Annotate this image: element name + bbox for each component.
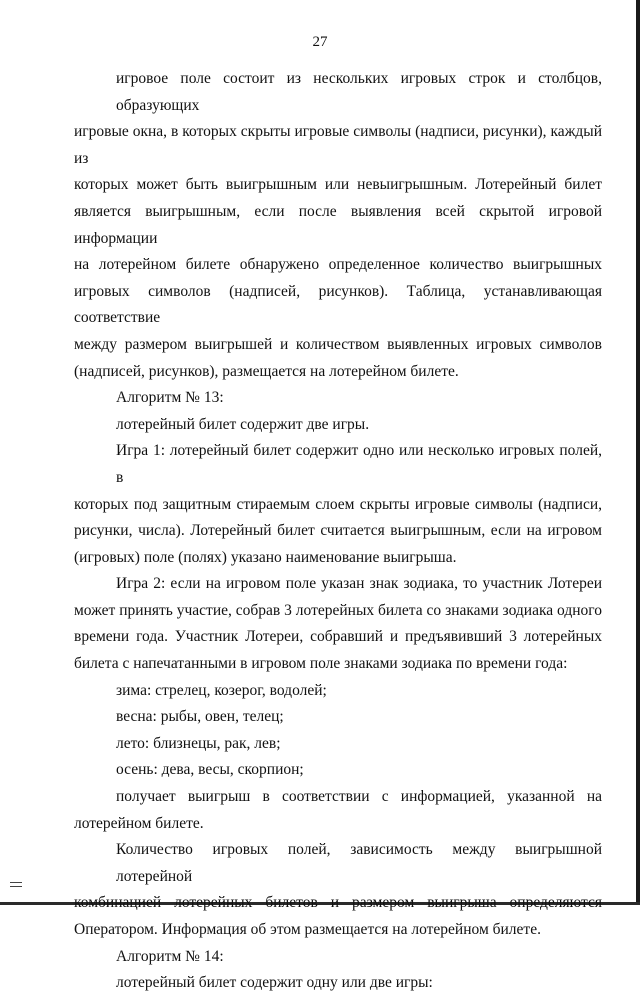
document-body [74,66,602,997]
text-line: между размером выигрышей и количеством выявленных игровых символов [74,335,602,353]
text-line: (игровых) поле (полях) указано наименование выигрыша. [74,548,457,566]
text-line: рисунки, числа). Лотерейный билет считается выигрышным, если на игровом [74,522,602,540]
text-line: комбинацией лотерейных билетов и размером выигрыша определяются [74,894,602,912]
text-line: билета с напечатанными в игровом поле знаками зодиака по времени года: [74,655,568,673]
text-line: лотерейный билет содержит одну или две игры: [116,974,433,992]
algorithm-heading: Алгоритм № 13: [116,389,224,407]
text-line: Оператором. Информация об этом размещается на лотерейном билете. [74,921,541,938]
season-item: лето: близнецы, рак, лев; [116,734,281,752]
text-line: на лотерейном билете обнаружено определенное количество выигрышных [74,256,602,274]
text-line: является выигрышным, если после выявления всей скрытой игровой информации [74,202,602,247]
season-item: зима: стрелец, козерог, водолей; [116,681,327,699]
scan-edge-right [636,0,640,905]
text-line: лотерейном билете. [74,814,204,832]
text-line: получает выигрыш в соответствии с информацией, указанной на [116,788,602,806]
text-line: (надписей, рисунков), размещается на лотерейном билете. [74,362,459,380]
text-line: лотерейный билет содержит две игры. [116,415,370,433]
page-number: 27 [312,34,328,50]
text-line: которых может быть выигрышным или невыигрышным. Лотерейный билет [74,176,602,194]
text-line: времени года. Участник Лотереи, собравший и предъявивший 3 лотерейных [74,628,602,646]
text-line: которых под защитным стираемым слоем скрыты игровые символы (надписи, [74,495,602,513]
text-line: Количество игровых полей, зависимость между выигрышной лотерейной [116,841,602,885]
algorithm-heading: Алгоритм № 14: [116,947,224,965]
text-line: игровых символов (надписей, рисунков). Таблица, устанавливающая соответствие [74,282,602,327]
season-item: весна: рыбы, овен, телец; [116,708,284,726]
season-item: осень: дева, весы, скорпион; [116,761,304,779]
text-line: Игра 2: если на игровом поле указан знак зодиака, то участник Лотереи [116,575,602,593]
scan-artifact [10,880,22,892]
text-line: может принять участие, собрав 3 лотерейных билета со знаками зодиака одного [74,601,602,619]
text-line: игровое поле состоит из нескольких игровых строк и столбцов, образующих [116,70,602,114]
text-line: Игра 1: лотерейный билет содержит одно или несколько игровых полей, в [116,442,602,486]
text-line: игровые окна, в которых скрыты игровые символы (надписи, рисунки), каждый из [74,123,602,167]
